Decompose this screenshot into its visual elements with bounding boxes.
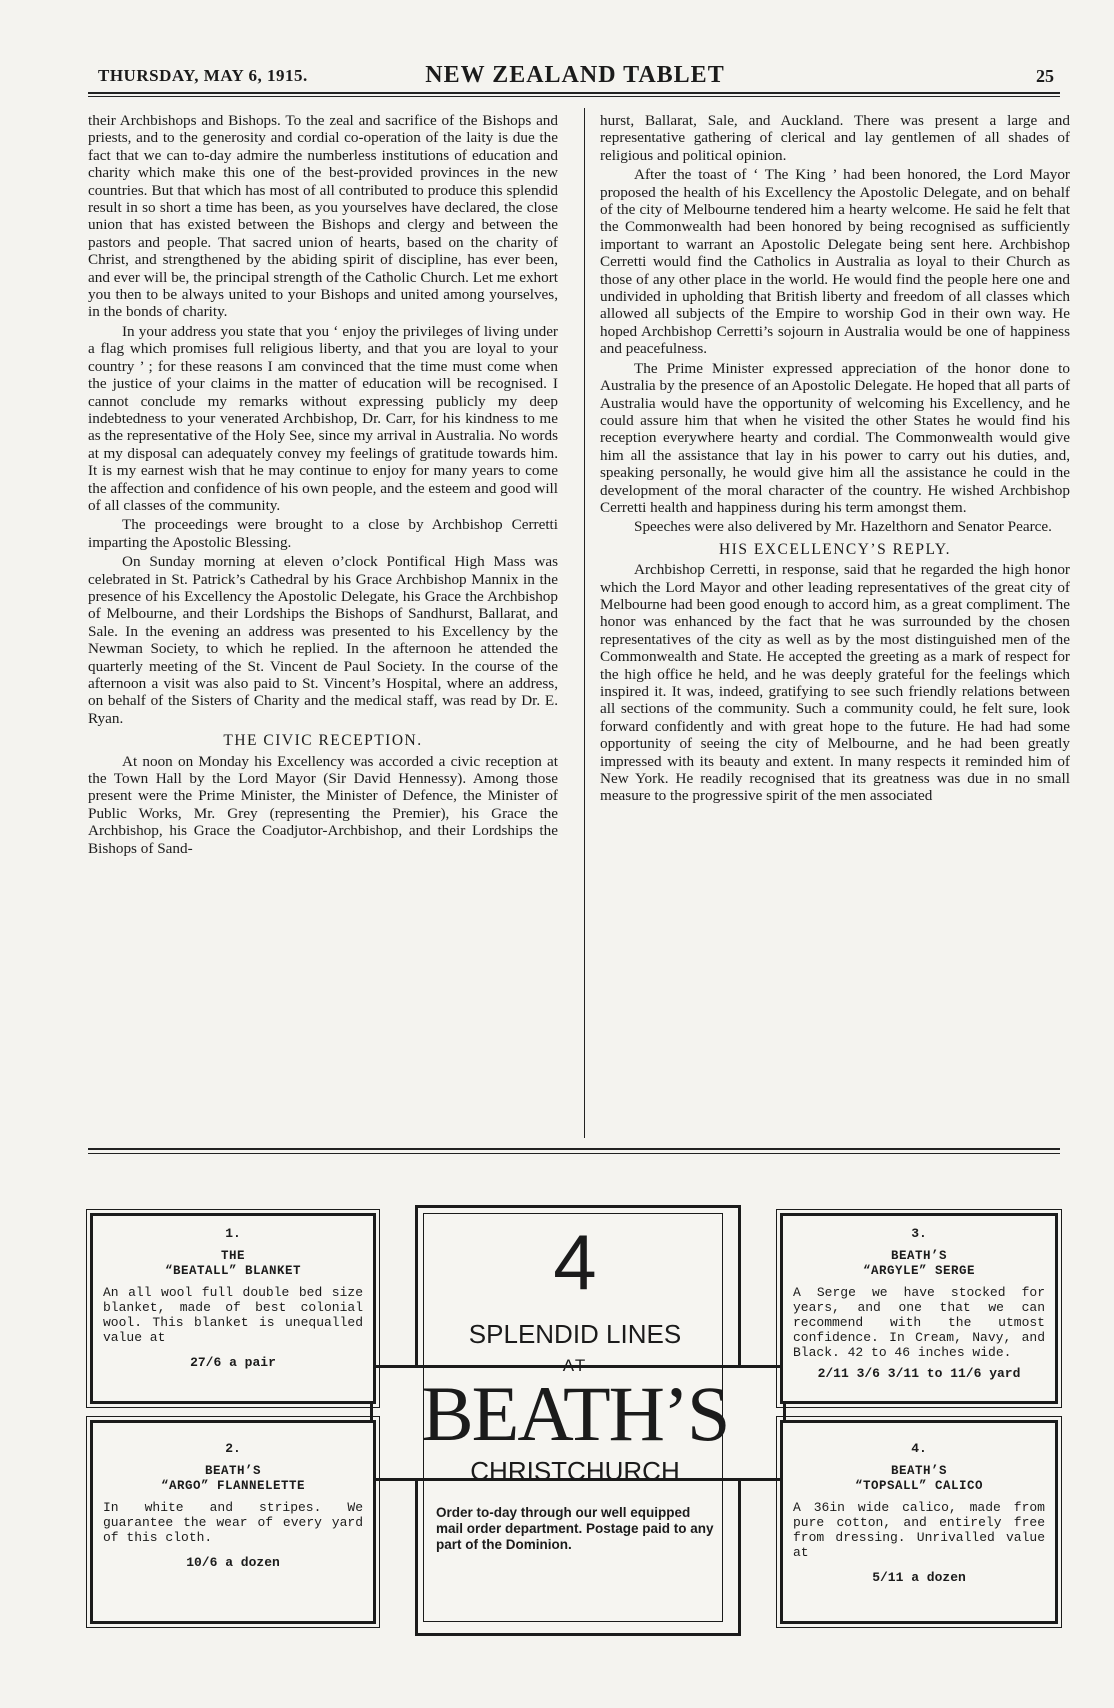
ad-box-title-line1: BEATH’S <box>890 1464 947 1478</box>
ad-box-title-line2: “BEATALL” BLANKET <box>164 1264 302 1278</box>
ad-separator-rule-thin <box>88 1153 1060 1154</box>
article-paragraph: their Archbishops and Bishops. To the zeal and sacrifice of the Bishops and priests, and to the generosity and cordial co-operation of the laity is due the fact that we can to-day admire the numberless institutions of education and charity which make this one of the best-provided provinces in the new countries. But that which has most of all contributed to produce this splendid result in so short a time has been, as you yourselves have declared, the close union that has existed between the Bishops and clergy and between the pastors and people. That sacred union of hearts, based on the charity of Christ, and strengthened by the abiding spirit of discipline, has ever been, and ever will be, the principal strength of the Catholic Church. Let me exhort you then to be always united to your Bishops and united among yourselves, in the bonds of charity. <box>88 112 558 321</box>
ad-box-number: 1. <box>225 1226 241 1241</box>
ad-box-description: An all wool full double bed size blanket, made of best colonial wool. This blanket is unequalled value at <box>103 1285 363 1345</box>
ad-box-number: 3. <box>911 1226 927 1241</box>
ad-box-price: 5/11 a dozen <box>872 1570 966 1585</box>
section-heading: HIS EXCELLENCY’S REPLY. <box>718 540 952 558</box>
article-right-column <box>600 112 1070 807</box>
ad-box-title-line1: BEATH’S <box>890 1249 947 1263</box>
masthead-rule <box>88 92 1060 94</box>
ad-box-serge <box>780 1213 1058 1404</box>
ad-store-name: BEATH’S <box>421 1370 729 1457</box>
article-paragraph: At noon on Monday his Excellency was accorded a civic reception at the Town Hall by the Lord Mayor (Sir David Hennessy). Among those present were the Prime Minister, the Minister of Defence, the Minister of Public Works, Mr. Grey (representing the Premier), his Grace the Archbishop, his Grace the Coadjutor-Archbishop, and their Lordships the Bishops of Sand- <box>88 752 558 857</box>
article-paragraph: hurst, Ballarat, Sale, and Auckland. There was present a large and representative gathering of clerical and lay gentlemen of all shades of religious and political opinion. <box>600 112 1070 164</box>
ad-box-price: 27/6 a pair <box>190 1355 276 1370</box>
article-paragraph: The proceedings were brought to a close by Archbishop Cerretti imparting the Apostolic Blessing. <box>88 516 558 551</box>
ad-box-description: A Serge we have stocked for years, and one that we can recommend with the utmost confidence. In Cream, Navy, and Black. 42 to 46 inches wide. <box>793 1285 1045 1360</box>
article-paragraph: In your address you state that you ‘ enjoy the privileges of living under a flag which promises full religious liberty, and that you are loyal to your country ’ ; for these reasons I am convinced that the time must come when the justice of your claims in the matter of education will be recognised. I cannot conclude my remarks without expressing publicly my deep indebtedness to your venerated Archbishop, Dr. Carr, for his kindness to me as the representative of the Holy See, since my arrival in Australia. No words at my disposal can adequately convey my feelings of gratitude towards him. It is my earnest wish that he may continue to enjoy for many years to come the affection and confidence of his own people, and the esteem and good will of all classes of the community. <box>88 322 558 514</box>
ad-box-number: 2. <box>225 1441 241 1456</box>
ad-box-price: 10/6 a dozen <box>186 1555 280 1570</box>
ad-box-title-line2: “ARGYLE” SERGE <box>862 1264 976 1278</box>
ad-box-title-line1: BEATH’S <box>204 1464 261 1478</box>
column-divider <box>584 108 585 1138</box>
newspaper-title: NEW ZEALAND TABLET <box>425 62 725 88</box>
masthead-rule-thin <box>88 96 1060 97</box>
ad-at-text: AT <box>562 1356 588 1375</box>
masthead <box>90 62 1060 90</box>
issue-date: THURSDAY, MAY 6, 1915. <box>98 66 308 85</box>
section-heading: THE CIVIC RECEPTION. <box>223 732 423 750</box>
article-paragraph: Speeches were also delivered by Mr. Hazelthorn and Senator Pearce. <box>634 518 1052 536</box>
ad-box-title-line2: “ARGO” FLANNELETTE <box>160 1479 306 1493</box>
ad-box-number: 4. <box>911 1441 927 1456</box>
ad-separator-rule <box>88 1148 1060 1150</box>
article-paragraph: The Prime Minister expressed appreciation of the honor done to Australia by the presence of an Apostolic Delegate. He hoped that all parts of Australia would have the opportunity of welcoming his Excellency, and he could assure him that when he visited the other States he would find his reception everywhere hearty and cordial. The Commonwealth would give him all the assistance that lay in his power to carry out his duties, and, speaking personally, he would give him all the assistance he could in the development of the moral character of the country. He wished Archbishop Cerretti health and happiness during his term amongst them. <box>600 359 1070 516</box>
article-paragraph: On Sunday morning at eleven o’clock Pontifical High Mass was celebrated in St. Patrick’s Cathedral by his Grace Archbishop Mannix in the presence of his Excellency the Apostolic Delegate, his Grace the Archbishop of Melbourne, and their Lordships the Bishops of Sandhurst, Ballarat, and Sale. In the evening an address was presented to his Excellency by the Newman Society, to which he replied. In the afternoon he attended the quarterly meeting of the St. Vincent de Paul Society. In the course of the afternoon a visit was also paid to St. Vincent’s Hospital, where an address, on behalf of the Sisters of Charity and the medical staff, was read by Dr. E. Ryan. <box>88 553 558 727</box>
ad-center-content <box>420 1218 730 1553</box>
page-number: 25 <box>1036 66 1054 86</box>
ad-big-number: 4 <box>553 1218 597 1306</box>
ad-box-blanket <box>90 1213 376 1404</box>
ad-box-flannelette <box>90 1420 376 1624</box>
ad-box-title-line1: THE <box>220 1249 245 1263</box>
article-paragraph: Archbishop Cerretti, in response, said that he regarded the high honor which the Lord Mayor and other leading representatives of the great city of Melbourne had been good enough to accord him, as a great compliment. The honor was enhanced by the fact that he was surrounded by the chosen representatives of the city as well as by the most distinguished men of the Commonwealth and State. He accepted the greeting as a mark of respect for the high office he held, and he was deeply grateful for the feelings which inspired it. It was, indeed, gratifying to see such friendly relations between all sections of the community. Such a community could, he felt sure, look forward confidently and with great hope to the future. He had had some opportunity of seeing the city of Melbourne, and he had been greatly impressed with its beauty and extent. In many respects it reminded him of New York. He readily recognised that its greatness was due in no small measure to the progressive spirit of the men associated <box>600 561 1070 805</box>
beaths-advertisement <box>90 1195 1060 1635</box>
ad-city-name: CHRISTCHURCH <box>470 1456 680 1486</box>
ad-box-calico <box>780 1420 1058 1624</box>
ad-order-text: Order to-day through our well equipped mail order department. Postage paid to any part of the Dominion. <box>436 1505 714 1552</box>
article-left-column <box>88 112 558 859</box>
ad-box-title-line2: “TOPSALL” CALICO <box>854 1479 984 1493</box>
ad-box-description: A 36in wide calico, made from pure cotton, and entirely free from dressing. Unrivalled value at <box>793 1500 1045 1560</box>
article-paragraph: After the toast of ‘ The King ’ had been honored, the Lord Mayor proposed the health of his Excellency the Apostolic Delegate, and on behalf of the city of Melbourne tendered him a hearty welcome. He said he felt that the Commonwealth had been honored by being recognised as sufficiently important to warrant an Apostolic Delegate being sent here. Archbishop Cerretti would find the Catholics in Australia as loyal to their Church as those of any other place in the world. He would find the people here one and undivided in upholding that British liberty and freedom of all classes which allowed all subjects of the Empire to worship God in their own way. He hoped Archbishop Cerretti’s sojourn in Australia would be one of happiness and peacefulness. <box>600 166 1070 358</box>
ad-splendid-lines: SPLENDID LINES <box>468 1319 682 1349</box>
ad-box-description: In white and stripes. We guarantee the wear of every yard of this cloth. <box>103 1500 363 1545</box>
ad-box-price: 2/11 3/6 3/11 to 11/6 yard <box>817 1366 1021 1381</box>
